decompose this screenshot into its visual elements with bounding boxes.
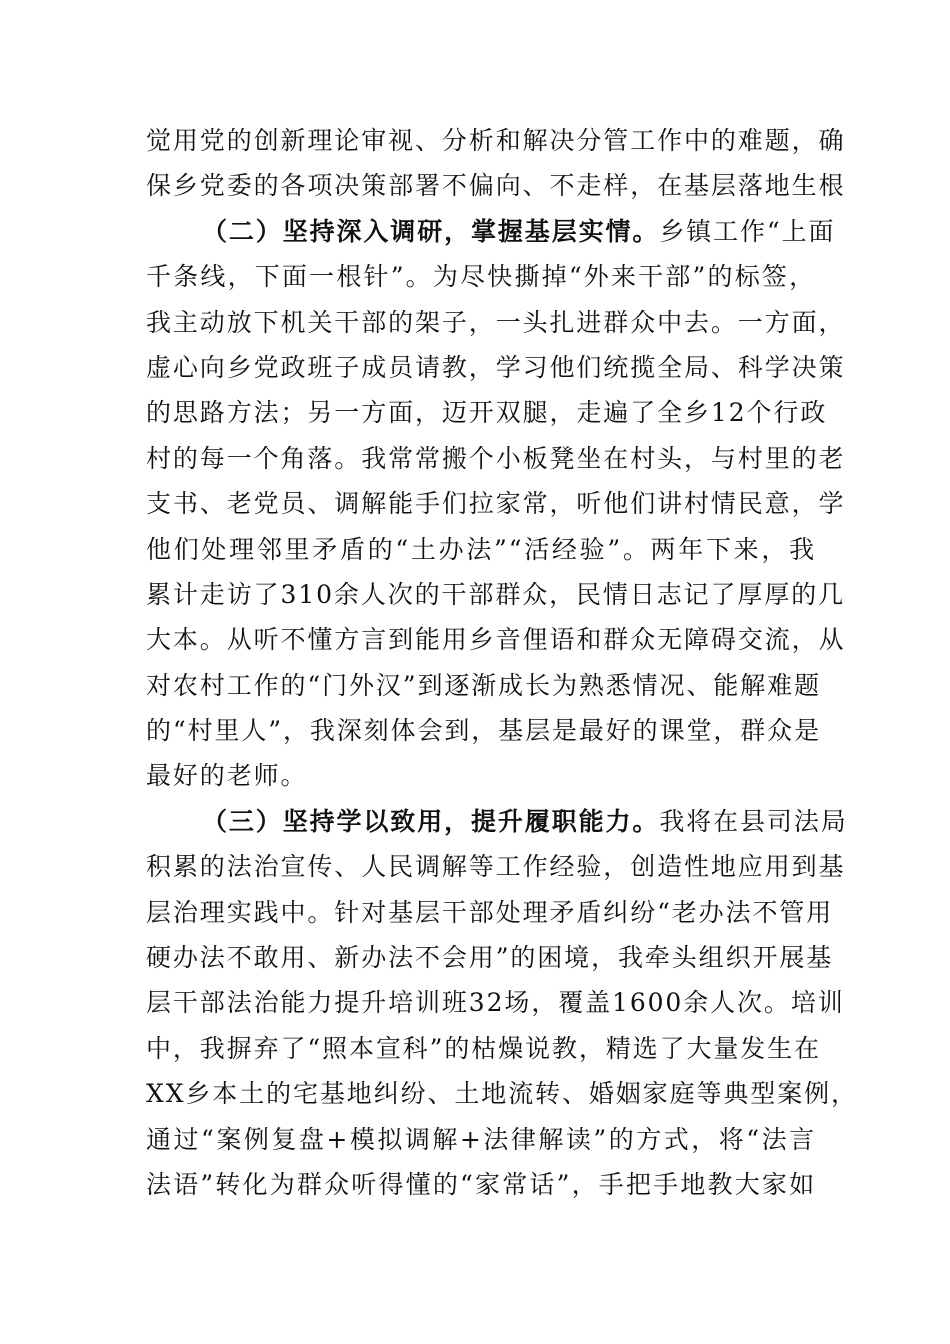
text-run: 乡镇工作“上面 xyxy=(659,216,836,246)
paragraph-3 xyxy=(146,799,858,1208)
text-line: 我主动放下机关干部的架子，一头扎进群众中去。一方面， xyxy=(146,307,846,337)
text-line: XX乡本土的宅基地纠纷、土地流转、婚姻家庭等典型案例， xyxy=(146,1079,858,1109)
text-line: 层干部法治能力提升培训班32场，覆盖1600余人次。培训 xyxy=(146,988,845,1018)
text-line: 的思路方法；另一方面，迈开双腿，走遍了全乡12个行政 xyxy=(146,398,828,428)
text-line: 支书、老党员、调解能手们拉家常，听他们讲村情民意，学 xyxy=(146,489,846,519)
section-heading: （三）坚持学以致用，提升履职能力。 xyxy=(202,806,660,836)
paragraph-1 xyxy=(146,118,846,209)
text-line: 中，我摒弃了“照本宣科”的枯燥说教，精选了大量发生在 xyxy=(146,1033,821,1063)
text-line: 虚心向乡党政班子成员请教，学习他们统揽全局、科学决策 xyxy=(146,352,846,382)
text-line: 最好的老师。 xyxy=(146,761,308,791)
text-line: 保乡党委的各项决策部署不偏向、不走样，在基层落地生根 xyxy=(146,171,846,201)
text-line: 累计走访了310余人次的干部群众，民情日志记了厚厚的几 xyxy=(146,579,846,609)
text-line: 觉用党的创新理论审视、分析和解决分管工作中的难题，确 xyxy=(146,126,846,155)
document-body xyxy=(146,118,858,1207)
text-line: 积累的法治宣传、人民调解等工作经验，创造性地应用到基 xyxy=(146,852,846,882)
text-line xyxy=(146,209,836,254)
text-line: 法语”转化为群众听得懂的“家常话”，手把手地教大家如 xyxy=(146,1169,816,1199)
section-heading: （二）坚持深入调研，掌握基层实情。 xyxy=(202,216,660,246)
paragraph-2 xyxy=(146,209,846,799)
text-line: 通过“案例复盘+模拟调解+法律解读”的方式，将“法言 xyxy=(146,1124,816,1154)
text-line: 村的每一个角落。我常常搬个小板凳坐在村头，与村里的老 xyxy=(146,443,846,473)
text-line: 千条线，下面一根针”。为尽快撕掉“外来干部”的标签， xyxy=(146,262,816,292)
text-line: 硬办法不敢用、新办法不会用”的困境，我牵头组织开展基 xyxy=(146,943,834,973)
text-line: 对农村工作的“门外汉”到逐渐成长为熟悉情况、能解难题 xyxy=(146,670,821,700)
text-line: 大本。从听不懂方言到能用乡音俚语和群众无障碍交流，从 xyxy=(146,625,846,655)
text-line xyxy=(146,799,848,844)
text-line: 层治理实践中。针对基层干部处理矛盾纠纷“老办法不管用 xyxy=(146,897,834,927)
text-run: 我将在县司法局 xyxy=(659,806,848,836)
text-line: 的“村里人”，我深刻体会到，基层是最好的课堂，群众是 xyxy=(146,716,821,746)
text-line: 他们处理邻里矛盾的“土办法”“活经验”。两年下来，我 xyxy=(146,534,816,564)
